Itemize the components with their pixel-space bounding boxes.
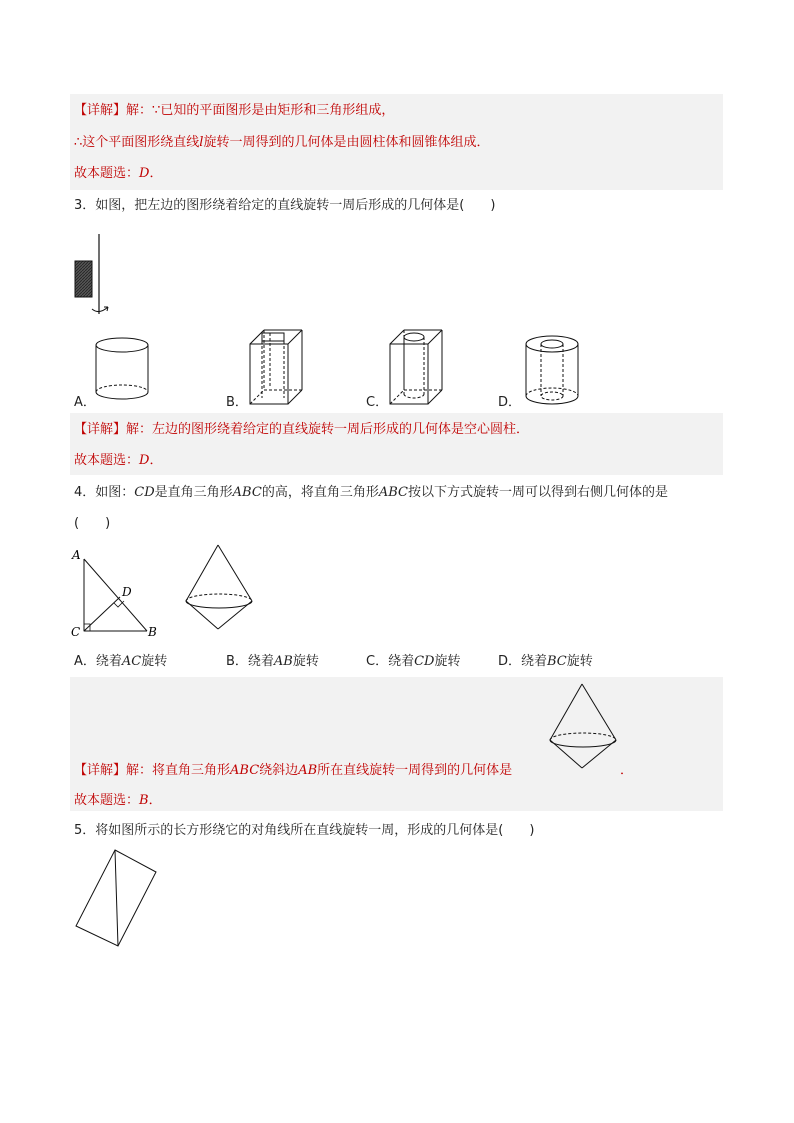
question-4-stem: 4．如图：CD是直角三角形ABC的高，将直角三角形ABC按以下方式旋转一周可以得到右侧几何体的是 — [74, 485, 668, 500]
q4-option-d[interactable]: D．绕着BC旋转 — [498, 654, 593, 669]
detail-label: 【详解】 — [74, 422, 127, 437]
explanation-1-line-1: 【详解】解：∵已知的平面图形是由矩形和三角形组成， — [74, 103, 395, 118]
q4-option-b[interactable]: B．绕着AB旋转 — [226, 654, 319, 669]
question-5-stem: 5．将如图所示的长方形绕它的对角线所在直线旋转一周，形成的几何体是( ) — [74, 823, 535, 838]
q4-option-a[interactable]: A．绕着AC旋转 — [74, 654, 168, 669]
explanation-3-line-1: 【详解】解：将直角三角形ABC绕斜边AB所在直线旋转一周得到的几何体是 — [74, 763, 513, 778]
explanation-3-answer: 故本题选：B． — [74, 793, 162, 808]
explanation-1-line-2: ∴这个平面图形绕直线l旋转一周得到的几何体是由圆柱体和圆锥体组成． — [74, 135, 490, 150]
q3-option-a-figure — [94, 336, 154, 404]
q4-triangle-figure — [68, 544, 168, 644]
label-d: D — [122, 585, 132, 599]
q3-option-b[interactable]: B． — [226, 395, 248, 410]
rotation-arrow-icon — [92, 307, 108, 312]
q3-option-c[interactable]: C． — [366, 395, 389, 410]
explanation-3-double-cone — [548, 682, 628, 774]
q3-option-b-figure — [248, 328, 308, 408]
q3-option-c-figure — [388, 328, 448, 408]
explanation-1-answer: 故本题选：D． — [74, 166, 163, 181]
label-c: C — [71, 625, 81, 639]
detail-label: 【详解】 — [74, 103, 127, 118]
q3-left-figure — [70, 232, 130, 322]
question-4-paren: ( ) — [74, 516, 111, 531]
q4-option-c[interactable]: C．绕着CD旋转 — [366, 654, 461, 669]
shaded-rectangle — [75, 261, 92, 297]
q3-option-d[interactable]: D． — [498, 395, 522, 410]
q4-double-cone-figure — [184, 543, 264, 633]
explanation-2-line-1: 【详解】解：左边的图形绕着给定的直线旋转一周后形成的几何体是空心圆柱． — [74, 422, 530, 437]
q3-option-d-figure — [524, 334, 584, 406]
q5-rectangle-figure — [72, 848, 162, 948]
explanation-2-answer: 故本题选：D． — [74, 453, 163, 468]
question-3-stem: 3．如图，把左边的图形绕着给定的直线旋转一周后形成的几何体是( ) — [74, 198, 496, 213]
label-a: A — [72, 548, 81, 562]
q3-option-a[interactable]: A． — [74, 395, 96, 410]
label-b: B — [148, 625, 157, 639]
detail-label: 【详解】 — [74, 763, 127, 778]
explanation-3-period: ． — [620, 763, 634, 778]
